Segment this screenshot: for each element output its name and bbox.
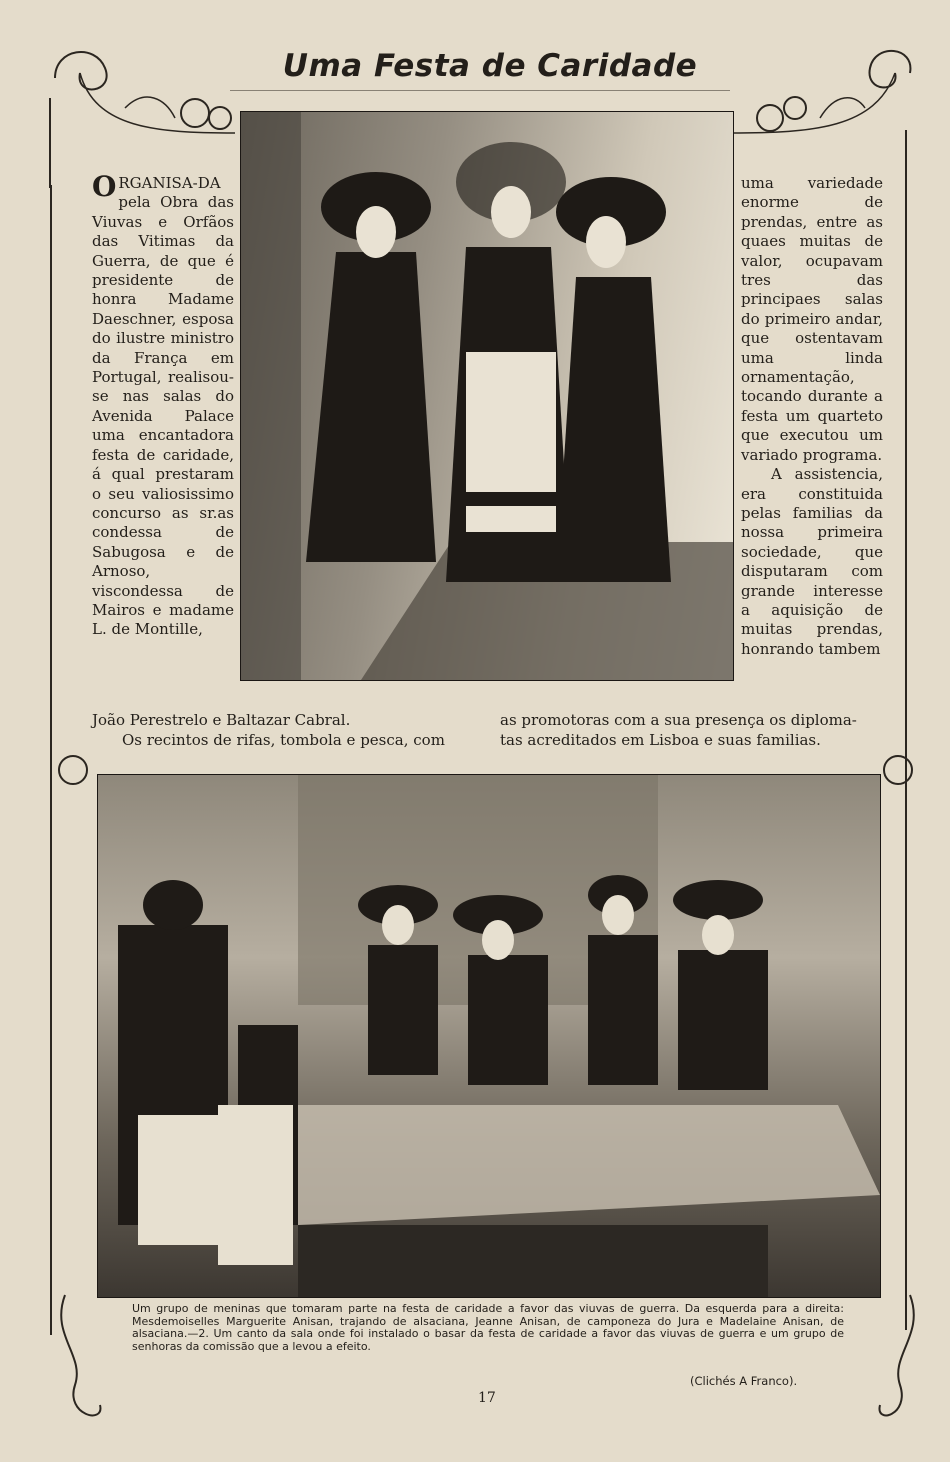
right-paragraph-1: uma variedade enorme de prendas, entre as quaes muitas de valor, ocupavam tres das principaes salas do primeiro andar, que ostentavam uma linda ornamentação, tocando durante a festa um quarteto que executou um variado programa.	[741, 174, 883, 464]
bottom-right-line-1: as promotoras com a sua presença os diploma-	[500, 711, 857, 729]
drop-cap: O	[92, 170, 117, 203]
costume-girls-photo	[240, 111, 734, 681]
right-paragraph-2: A assistencia, era constituida pelas familias da nossa primeira sociedade, que disputaram com grande interesse a aquisição de muitas prendas, honrando tambem	[741, 465, 883, 658]
costume-girls-illustration	[241, 112, 733, 680]
photo-credit: (Clichés A Franco).	[690, 1374, 798, 1388]
bottom-right-line-2: tas acreditados em Lisboa e suas familias.	[500, 731, 821, 749]
bazaar-illustration	[98, 775, 880, 1297]
bottom-left-line-2: Os recintos de rifas, tombola e pesca, com	[122, 731, 445, 749]
photo-caption: Um grupo de meninas que tomaram parte na festa de caridade a favor das viuvas de guerra. Da esquerda para a direita: Mesdemoiselles Marguerite Anisan, trajando de alsaciana, Jeanne Anisan, de camponeza do Jura e Madelaine Anisan, de alsaciana.—2. Um canto da sala onde foi instalado o basar da festa de caridade a favor das viuvas de guerra e um grupo de senhoras da comissão que a levou a efeito.	[132, 1302, 844, 1353]
bottom-left-ornament	[45, 735, 105, 1435]
bottom-left-line-1: João Perestrelo e Baltazar Cabral.	[92, 711, 351, 729]
left-column-text: RGANISA-DA pela Obra das Viuvas e Orfãos das Vitimas da Guerra, de que é presidente de honra Madame Daeschner, esposa do ilustre ministro da França em Portugal, realisou-se nas salas do Avenida Palace uma encantadora festa de caridade, á qual prestaram o seu valiosissimo concurso as sr.as condessa de Sabugosa e de Arnoso, viscondessa de Mairos e madame L. de Montille,	[92, 174, 234, 639]
bazaar-photo	[97, 774, 881, 1298]
frame-top-line	[230, 90, 730, 91]
page-number: 17	[478, 1390, 496, 1406]
right-text-column	[741, 174, 883, 659]
article-title: Uma Festa de Caridade	[282, 48, 698, 84]
left-text-column	[92, 170, 234, 640]
